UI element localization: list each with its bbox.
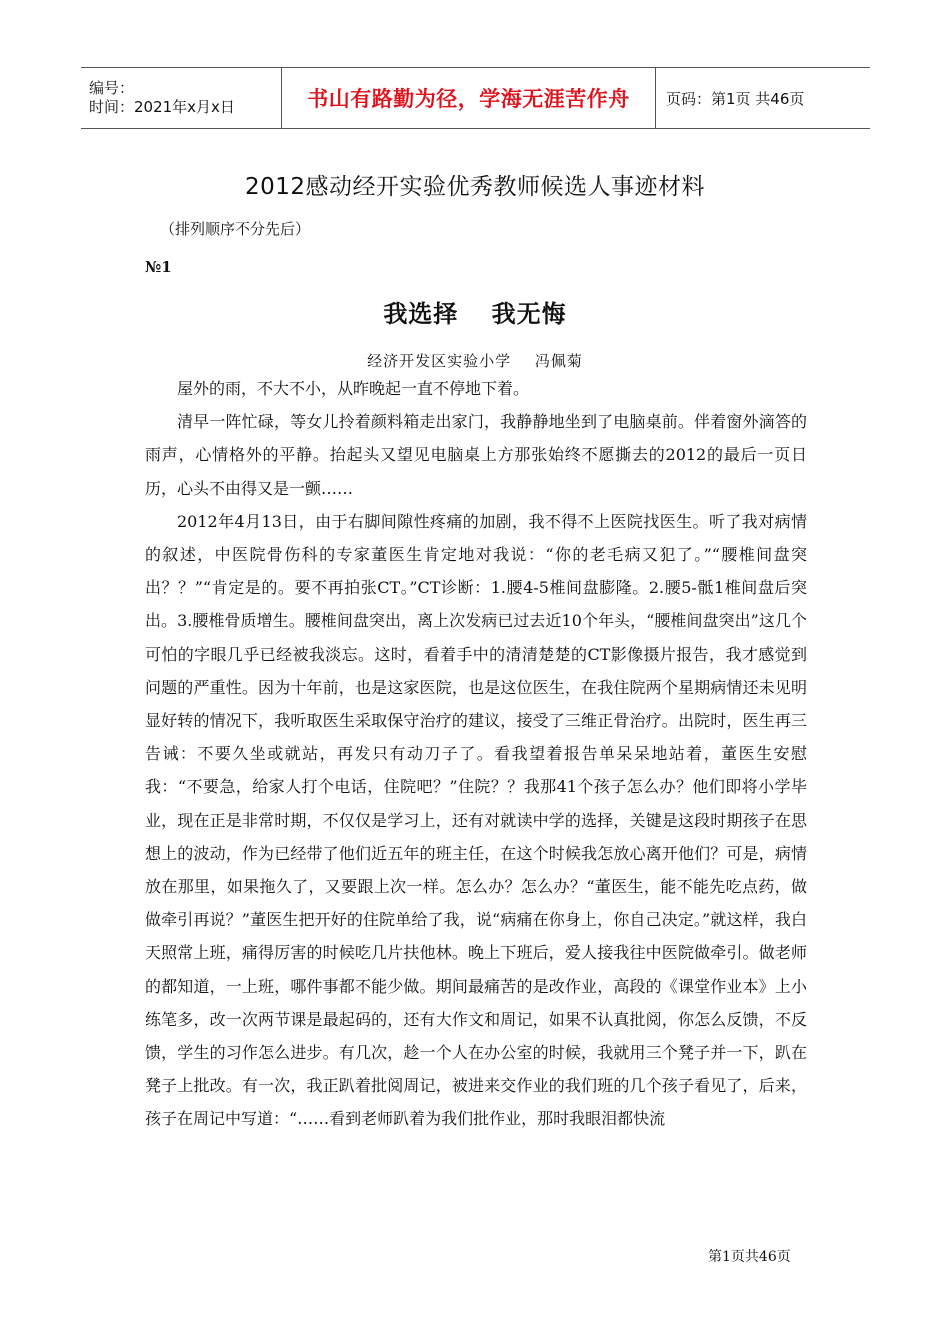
article-byline: 经济开发区实验小学 冯佩菊 [367,352,583,370]
header-number-label: 编号： [89,79,135,97]
header-motto: 书山有路勤为径，学海无涯苦作舟 [307,87,630,111]
document-subnote: （排列顺序不分先后） [160,220,311,238]
paragraph: 2012年4月13日，由于右脚间隙性疼痛的加剧，我不得不上医院找医生。听了我对病情的叙述，中医院骨伤科的专家董医生肯定地对我说：“你的老毛病又犯了。”“腰椎间盘突出？？”“肯定是的。要不再拍张CT。”CT诊断：1.腰4-5椎间盘膨隆。2.腰5-骶1椎间盘后突出。3.腰椎骨质增生。腰椎间盘突出，离上次发病已过去近10个年头，“腰椎间盘突出”这几个可怕的字眼几乎已经被我淡忘。这时，看着手中的清清楚楚的CT影像摄片报告，我才感觉到问题的严重性。因为十年前，也是这家医院，也是这位医生，在我住院两个星期病情还未见明显好转的情况下，我听取医生采取保守治疗的建议，接受了三维正骨治疗。出院时，医生再三告诫：不要久坐或就站，再发只有动刀子了。看我望着报告单呆呆地站着，董医生安慰我：“不要急，给家人打个电话，住院吧？”住院？？我那41个孩子怎么办？他们即将小学毕业，现在正是非常时期，不仅仅是学习上，还有对就读中学的选择，关键是这段时期孩子在思想上的波动，作为已经带了他们近五年的班主任，在这个时候我怎放心离开他们？可是，病情放在那里，如果拖久了，又要跟上次一样。怎么办？怎么办？“董医生，能不能先吃点药，做做牵引再说？”董医生把开好的住院单给了我，说“病痛在你身上，你自己决定。”就这样，我白天照常上班，痛得厉害的时候吃几片扶他林。晚上下班后，爱人接我往中医院做牵引。做老师的都知道，一上班，哪件事都不能少做。期间最痛苦的是改作业，高段的《课堂作业本》上小练笔多，改一次两节课是最起码的，还有大作文和周记，如果不认真批阅，你怎么反馈，不反馈，学生的习作怎么进步。有几次，趁一个人在办公室的时候，我就用三个凳子并一下，趴在凳子上批改。有一次，我正趴着批阅周记，被进来交作业的我们班的几个孩子看见了，后来，孩子在周记中写道：“……看到老师趴着为我们批作业，那时我眼泪都快流 [145,511,807,1129]
header-page-cell [656,68,870,128]
header-meta [81,68,282,128]
paragraph: 屋外的雨，不大不小，从昨晚起一直不停地下着。 [177,379,530,398]
header-page-info: 页码：第1页 共46页 [666,89,805,108]
document-title: 2012感动经开实验优秀教师候选人事迹材料 [244,174,706,200]
article-title: 我选择 我无悔 [383,300,567,328]
page-footer: 第1页共46页 [708,1249,791,1265]
article-body [145,372,807,1136]
header-date: 时间：2021年x月x日 [89,98,235,116]
paragraph: 清早一阵忙碌，等女儿拎着颜料箱走出家门，我静静地坐到了电脑桌前。伴着窗外滴答的雨声，心情格外的平静。抬起头又望见电脑桌上方那张始终不愿撕去的2012的最后一页日历，心头不由得又是一颤…… [145,412,807,498]
candidate-number: №1 [145,258,172,276]
header-motto-cell [282,68,656,128]
document-header [81,67,870,129]
